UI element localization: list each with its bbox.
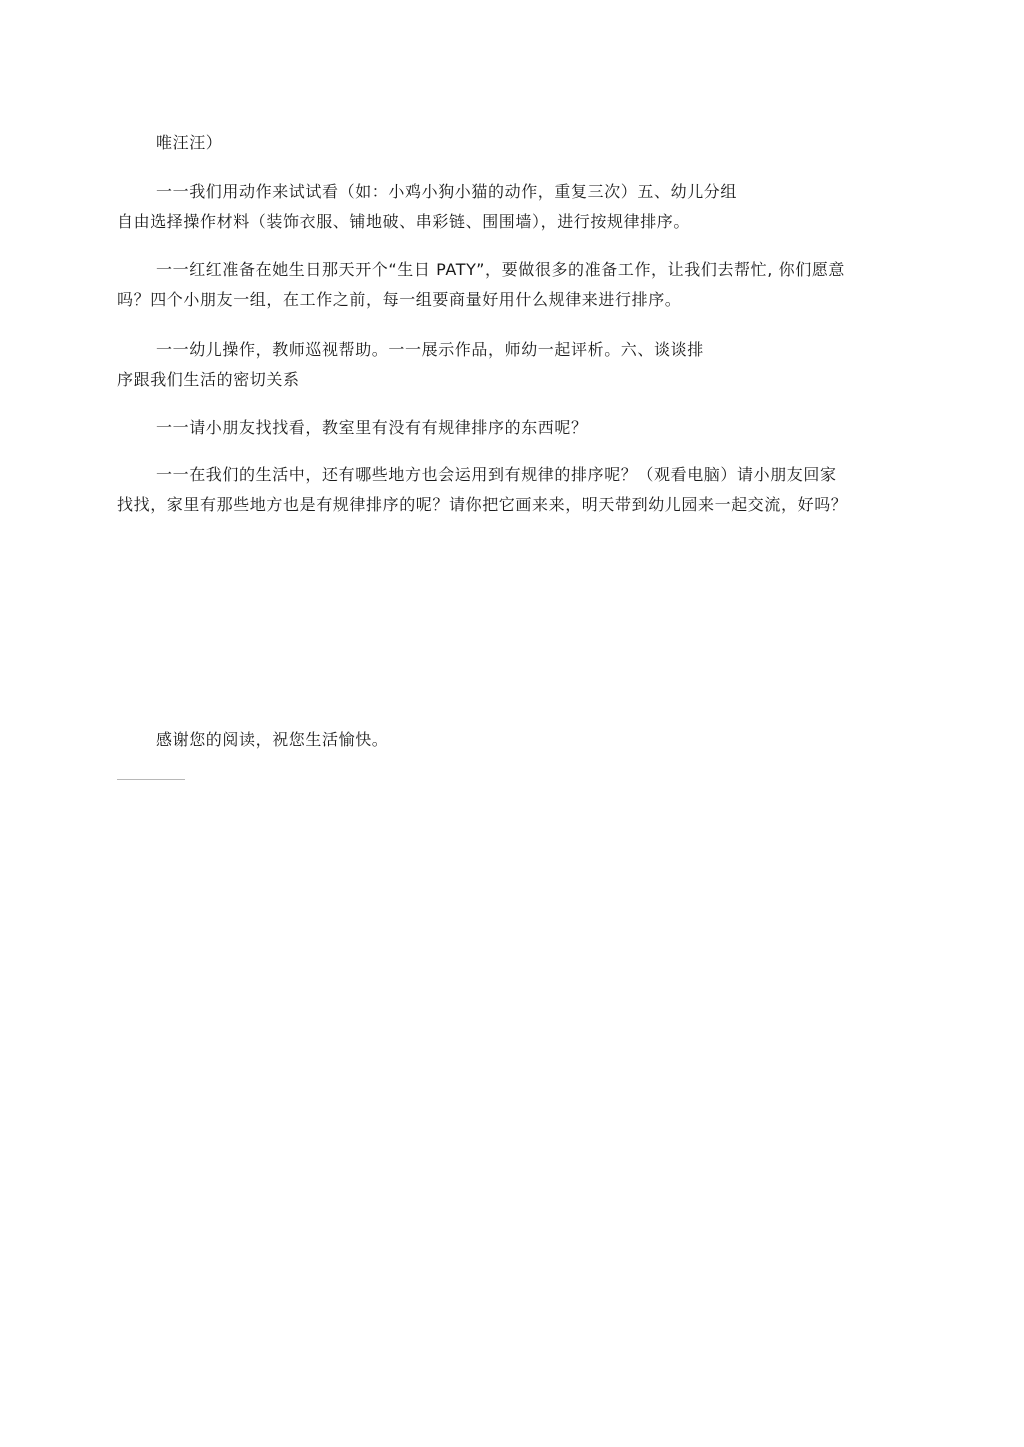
paragraph-line: 一一请小朋友找找看，教室里有没有有规律排序的东西呢？: [156, 418, 588, 437]
paragraph-line: 找找，家里有那些地方也是有规律排序的呢？请你把它画来来，明天带到幼儿园来一起交流，好吗？: [117, 495, 848, 514]
paragraph-line: 一一我们用动作来试试看（如：小鸡小狗小猫的动作，重复三次）五、幼儿分组: [156, 182, 738, 201]
closing-line: 感谢您的阅读，祝您生活愉快。: [156, 730, 389, 749]
paragraph-line: 自由选择操作材料（装饰衣服、铺地破、串彩链、围围墙），进行按规律排序。: [117, 212, 691, 231]
paragraph-line: 序跟我们生活的密切关系: [117, 370, 300, 389]
paragraph-line: 一一在我们的生活中，还有哪些地方也会运用到有规律的排序呢？（观看电脑）请小朋友回家: [156, 465, 837, 484]
paragraph-line: 唯汪汪）: [156, 133, 223, 152]
paragraph-line: 一一幼儿操作，教师巡视帮助。一一展示作品，师幼一起评析。六、谈谈排: [156, 340, 704, 359]
paragraph-line: 吗？四个小朋友一组，在工作之前，每一组要商量好用什么规律来进行排序。: [117, 290, 682, 309]
footnote-divider: [117, 779, 185, 780]
paragraph-line: 一一红红准备在她生日那天开个“生日 PATY”，要做很多的准备工作，让我们去帮忙, 你们愿意: [156, 260, 846, 279]
